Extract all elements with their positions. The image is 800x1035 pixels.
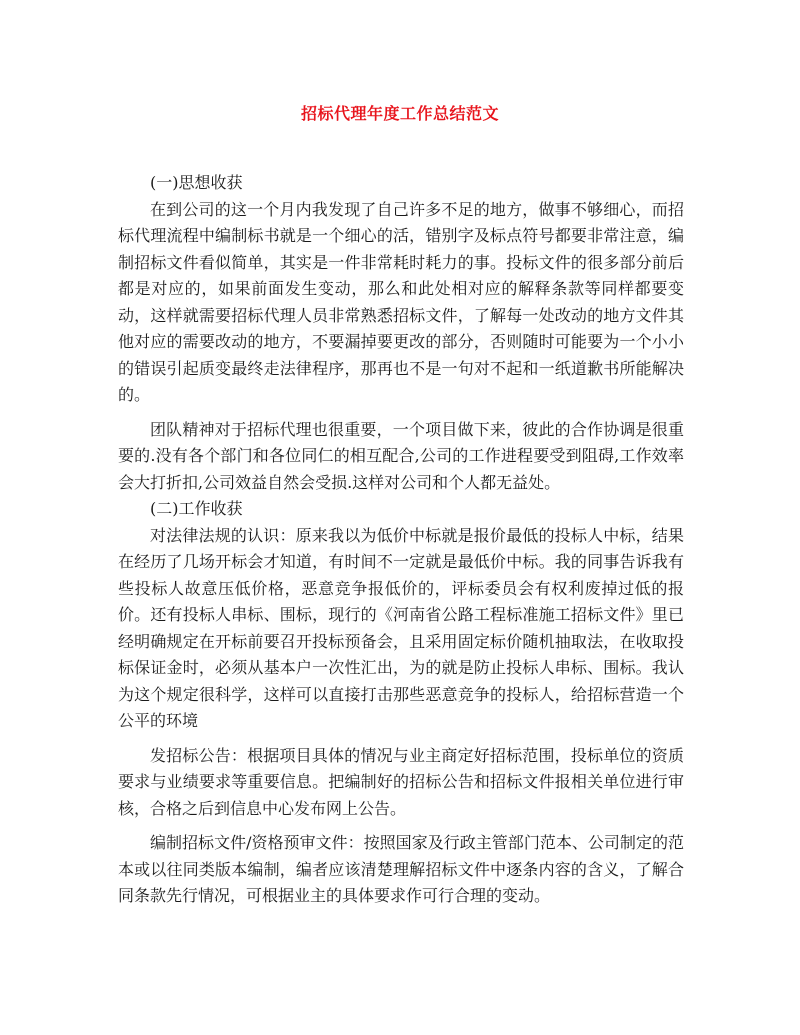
paragraph-4: 发招标公告：根据项目具体的情况与业主商定好招标范围，投标单位的资质要求与业绩要求等重要信息。把编制好的招标公告和招标文件报相关单位进行审核，合格之后到信息中心发布网上公告。 <box>118 745 684 818</box>
document-title: 招标代理年度工作总结范文 <box>300 104 499 123</box>
paragraph-5: 编制招标文件/资格预审文件：按照国家及行政主管部门范本、公司制定的范本或以往同类版本编制，编者应该清楚理解招标文件中逐条内容的含义，了解合同条款先行情况，可根据业主的具体要求作可行合理的变动。 <box>118 833 684 905</box>
document-body <box>118 170 684 910</box>
paragraph-1: 在到公司的这一个月内我发现了自己许多不足的地方，做事不够细心，而招标代理流程中编制标书就是一个细心的活，错别字及标点符号都要非常注意，编制招标文件看似简单，其实是一件非常耗时耗力的事。投标文件的很多部分前后都是对应的，如果前面发生变动，那么和此处相对应的解释条款等同样都要变动，这样就需要招标代理人员非常熟悉招标文件，了解每一处改动的地方文件其他对应的需要改动的地方，不要漏掉要更改的部分，否则随时可能要为一个小小的错误引起质变最终走法律程序，那再也不是一句对不起和一纸道歉书所能解决的。 <box>118 199 684 404</box>
paragraph-2: 团队精神对于招标代理也很重要，一个项目做下来，彼此的合作协调是很重要的.没有各个部门和各位同仁的相互配合,公司的工作进程要受到阻碍,工作效率会大打折扣,公司效益自然会受损.这样对公司和个人都无益处。 <box>118 419 684 492</box>
section-heading-1: (一)思想收获 <box>150 173 243 192</box>
paragraph-3: 对法律法规的认识：原来我以为低价中标就是报价最低的投标人中标，结果在经历了几场开标会才知道，有时间不一定就是最低价中标。我的同事告诉我有些投标人故意压低价格，恶意竞争报低价的，评标委员会有权利废掉过低的报价。还有投标人串标、围标，现行的《河南省公路工程标准施工招标文件》里已经明确规定在开标前要召开投标预备会，且采用固定标价随机抽取法，在收取投标保证金时，必须从基本户一次性汇出，为的就是防止投标人串标、围标。我认为这个规定很科学，这样可以直接打击那些恶意竞争的投标人，给招标营造一个公平的环境 <box>118 525 684 730</box>
section-heading-2: (二)工作收获 <box>150 499 243 518</box>
